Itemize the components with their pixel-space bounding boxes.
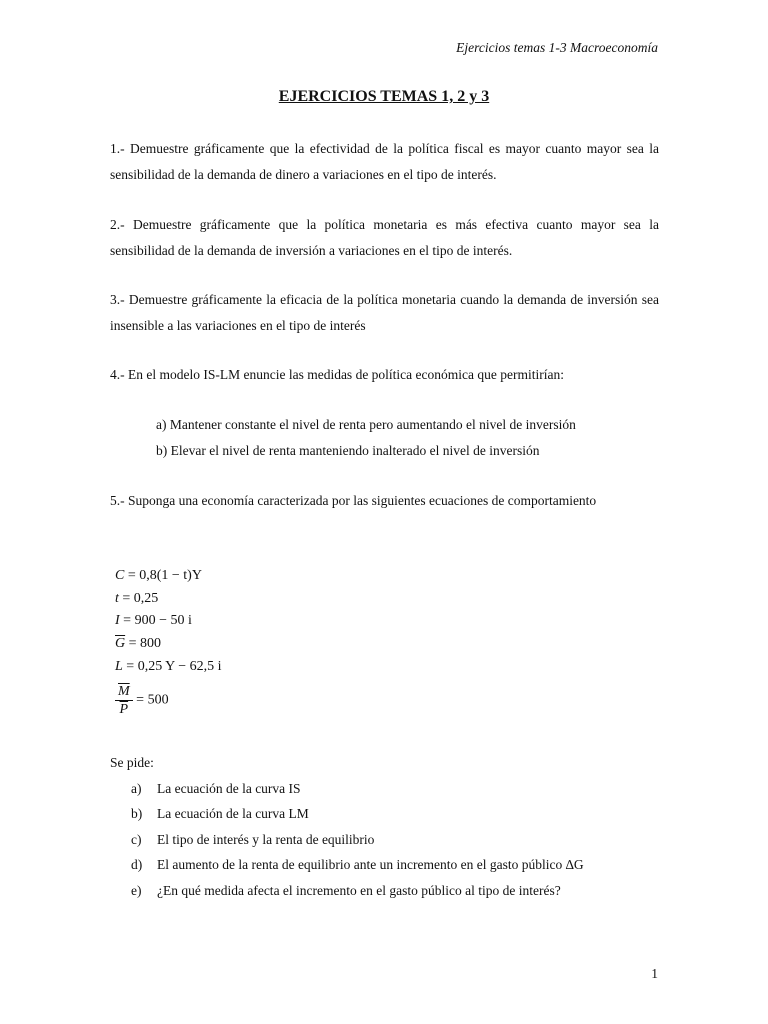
question-label: c) — [131, 832, 142, 847]
eq-l-rhs: = 0,25 Y − 62,5 i — [126, 659, 222, 674]
equation-government — [115, 633, 161, 655]
exercise-2: 2.- Demuestre gráficamente que la política monetaria es más efectiva cuanto mayor sea la sensibilidad de la demanda de inversión a variaciones en el tipo de interés. — [110, 217, 659, 258]
question-a — [131, 776, 301, 802]
eq-c-rhs: = 0,8(1 − t)Y — [127, 568, 202, 583]
question-text: ¿En qué medida afecta el incremento en el gasto público al tipo de interés? — [157, 883, 561, 898]
equation-money-demand — [115, 656, 222, 678]
eq-i-lhs: I — [115, 613, 120, 628]
question-e — [131, 878, 561, 904]
equation-money-supply — [115, 683, 169, 718]
equation-consumption — [115, 565, 202, 587]
se-pide: Se pide: — [110, 755, 154, 770]
exercise-4-item-b: b) Elevar el nivel de renta manteniendo inalterado el nivel de inversión — [156, 443, 540, 458]
exercise-4-item-a: a) Mantener constante el nivel de renta pero aumentando el nivel de inversión — [156, 417, 576, 432]
eq-g-lhs: $\overline{G}$ — [115, 636, 126, 651]
eq-t-lhs: t — [115, 591, 119, 606]
question-label: d) — [131, 857, 143, 872]
question-label: e) — [131, 883, 142, 898]
exercise-4: 4.- En el modelo IS-LM enuncie las medidas de política económica que permitirían: — [110, 367, 564, 382]
equation-investment — [115, 610, 192, 632]
document-title: EJERCICIOS TEMAS 1, 2 y 3 — [278, 88, 490, 105]
page-header: Ejercicios temas 1-3 Macroeconomía — [456, 40, 658, 55]
question-text: La ecuación de la curva LM — [157, 806, 309, 821]
eq-m-numerator: $\overline{M}$ — [115, 683, 133, 701]
question-label: b) — [131, 806, 143, 821]
eq-m-denominator: P — [119, 702, 129, 717]
question-text: El tipo de interés y la renta de equilibrio — [157, 832, 375, 847]
eq-m-rhs: = 500 — [136, 692, 169, 708]
exercise-5: 5.- Suponga una economía caracterizada por las siguientes ecuaciones de comportamiento — [110, 493, 597, 508]
exercise-3: 3.- Demuestre gráficamente la eficacia de la política monetaria cuando la demanda de inversión sea insensible a las variaciones en el tipo de interés — [110, 292, 659, 333]
exercise-1: 1.- Demuestre gráficamente que la efectividad de la política fiscal es mayor cuanto mayor sea la sensibilidad de la demanda de dinero a variaciones en el tipo de interés. — [110, 141, 659, 182]
question-label: a) — [131, 781, 142, 796]
eq-l-lhs: L — [115, 659, 123, 674]
eq-i-rhs: = 900 − 50 i — [123, 613, 192, 628]
question-c — [131, 827, 374, 853]
eq-m-fraction — [115, 683, 133, 718]
eq-t-rhs: = 0,25 — [122, 591, 159, 606]
eq-c-lhs: C — [115, 568, 125, 583]
eq-g-rhs: = 800 — [128, 636, 162, 651]
question-text: El aumento de la renta de equilibrio ante un incremento en el gasto público ∆G — [157, 857, 584, 872]
question-d — [131, 852, 584, 878]
equation-tax — [115, 588, 158, 610]
question-text: La ecuación de la curva IS — [157, 781, 301, 796]
page-number: 1 — [651, 966, 658, 981]
question-b — [131, 801, 309, 827]
